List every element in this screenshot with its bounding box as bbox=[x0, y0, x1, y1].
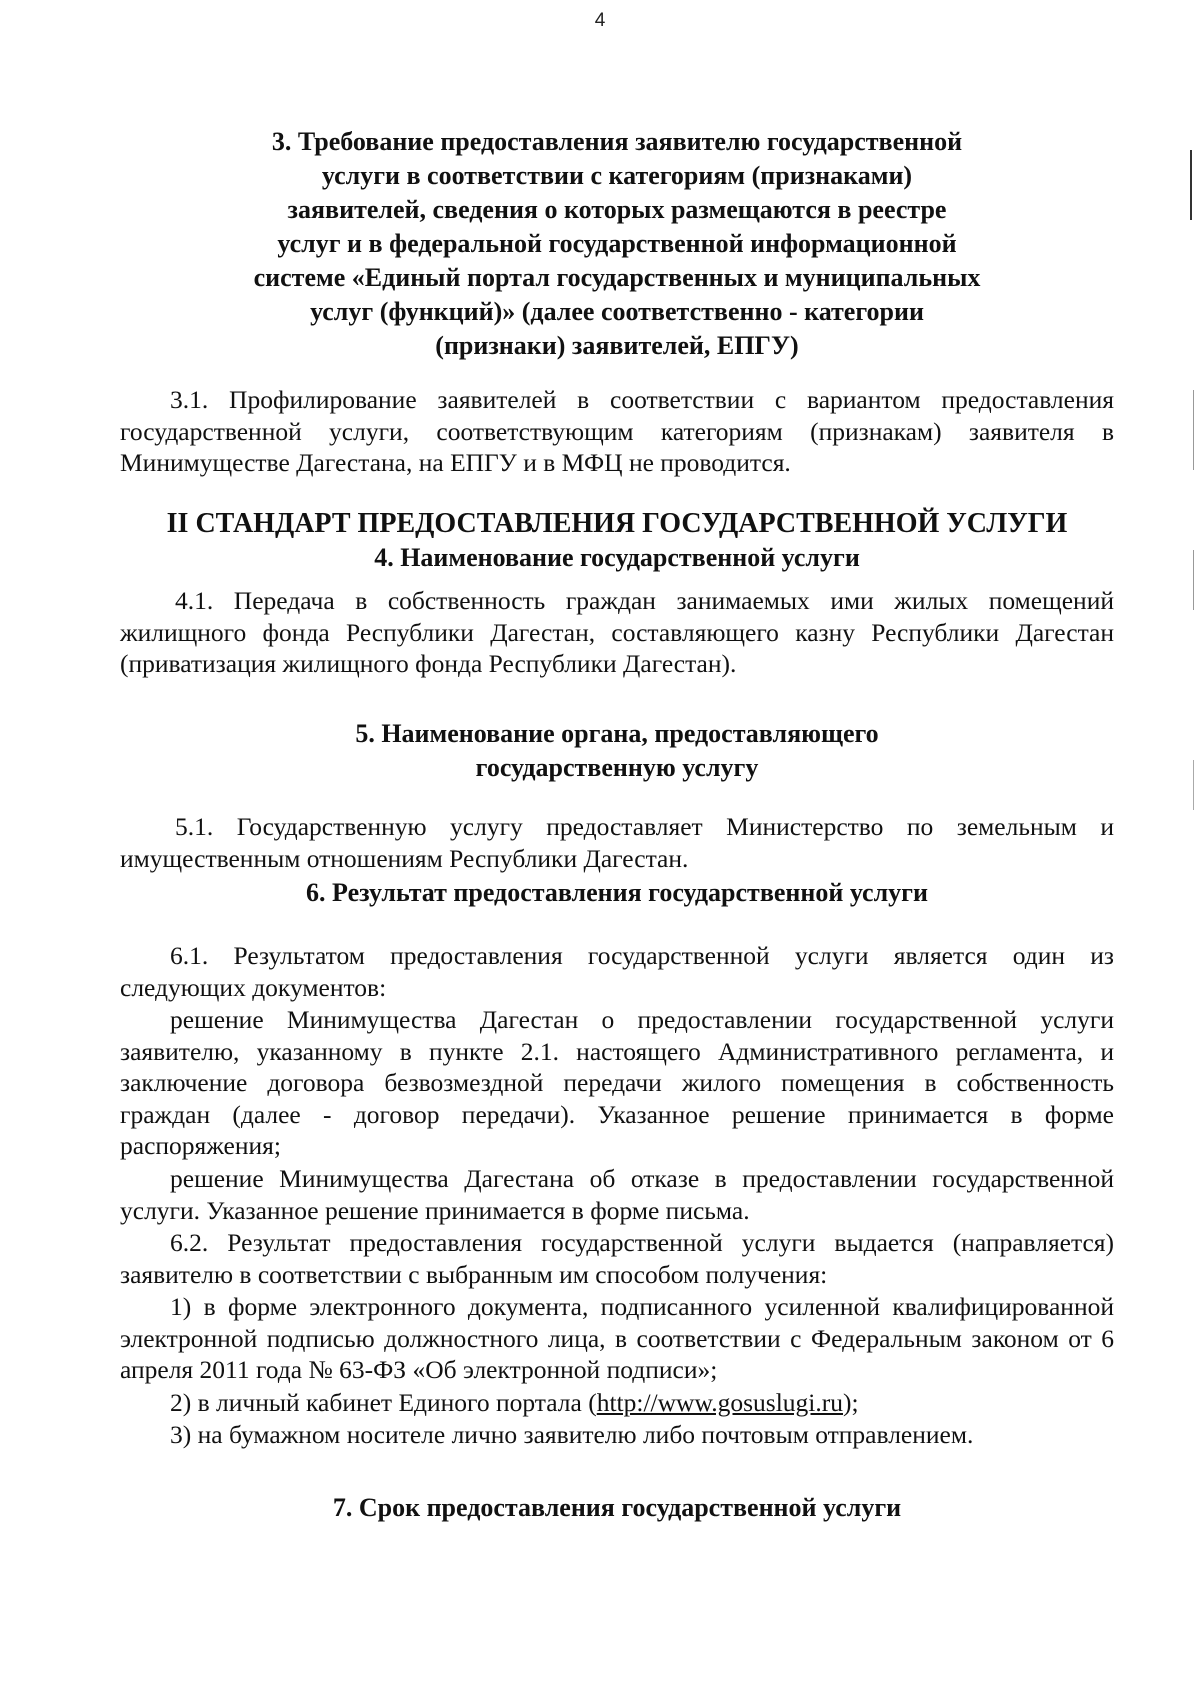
heading-line: 5. Наименование органа, предоставляющего bbox=[355, 719, 879, 748]
heading-line: услуг (функций)» (далее соответственно - категории bbox=[310, 297, 924, 326]
section-6-heading: 6. Результат предоставления государственной услуги bbox=[306, 878, 928, 907]
paragraph-5-1: 5.1. Государственную услугу предоставляет Министерство по земельным и имущественным отношениям Республики Дагестан. bbox=[120, 812, 1114, 873]
heading-line: государственную услугу bbox=[475, 753, 759, 782]
paragraph-6-2-3: 3) на бумажном носителе лично заявителю либо почтовым отправлением. bbox=[170, 1420, 974, 1449]
heading-line: услуг и в федеральной государственной информационной bbox=[277, 229, 957, 258]
paragraph-3-1: 3.1. Профилирование заявителей в соответствии с вариантом предоставления государственной услуги, соответствующим категориям (признакам) заявителя в Минимуществе Дагестана, на ЕПГУ и в МФЦ не проводится. bbox=[120, 385, 1114, 477]
heading-line: услуги в соответствии с категориям (признаками) bbox=[321, 161, 913, 190]
list-item-text: ); bbox=[843, 1388, 859, 1417]
gosuslugi-link[interactable]: http://www.gosuslugi.ru bbox=[596, 1388, 843, 1417]
part-2-title: II СТАНДАРТ ПРЕДОСТАВЛЕНИЯ ГОСУДАРСТВЕННОЙ УСЛУГИ bbox=[166, 508, 1068, 539]
heading-line: системе «Единый портал государственных и муниципальных bbox=[253, 263, 981, 292]
paragraph-4-1: 4.1. Передача в собственность граждан занимаемых ими жилых помещений жилищного фонда Республики Дагестан, составляющего казну Республики Дагестан (приватизация жилищного фонда Республики Дагестан). bbox=[120, 586, 1114, 678]
heading-line: (признаки) заявителей, ЕПГУ) bbox=[435, 331, 799, 360]
paragraph-6-2-1: 1) в форме электронного документа, подписанного усиленной квалифицированной электронной подписью должностного лица, в соответствии с Федеральным законом от 6 апреля 2011 года № 63-ФЗ «Об электронной подписи»; bbox=[120, 1292, 1114, 1384]
page-number: 4 bbox=[594, 10, 606, 31]
paragraph-6-1-decision-refusal: решение Минимущества Дагестана об отказе в предоставлении государственной услуги. Указанное решение принимается в форме письма. bbox=[120, 1164, 1114, 1225]
heading-line: 3. Требование предоставления заявителю государственной bbox=[271, 127, 963, 156]
heading-line: заявителей, сведения о которых размещаются в реестре bbox=[287, 195, 947, 224]
list-item-text: 2) в личный кабинет Единого портала ( bbox=[170, 1388, 597, 1417]
scan-mark bbox=[1193, 390, 1194, 470]
paragraph-6-1: 6.1. Результатом предоставления государственной услуги является один из следующих документов: bbox=[120, 941, 1114, 1002]
section-5-heading bbox=[120, 717, 1114, 785]
scan-mark bbox=[1193, 760, 1194, 810]
section-7-heading: 7. Срок предоставления государственной услуги bbox=[332, 1493, 902, 1522]
paragraph-6-2-2 bbox=[120, 1387, 1114, 1419]
paragraph-6-1-decision-grant: решение Минимущества Дагестан о предоставлении государственной услуги заявителю, указанному в пункте 2.1. настоящего Административного регламента, и заключение договора безвозмездной передачи жилого помещения в собственность граждан (далее - договор передачи). Указанное решение принимается в форме распоряжения; bbox=[120, 1005, 1114, 1160]
scan-mark bbox=[1193, 550, 1194, 610]
section-3-heading bbox=[120, 125, 1114, 363]
paragraph-6-2: 6.2. Результат предоставления государственной услуги выдается (направляется) заявителю в соответствии с выбранным им способом получения: bbox=[120, 1228, 1114, 1289]
scan-mark bbox=[1190, 150, 1192, 220]
section-4-heading: 4. Наименование государственной услуги bbox=[374, 543, 860, 572]
